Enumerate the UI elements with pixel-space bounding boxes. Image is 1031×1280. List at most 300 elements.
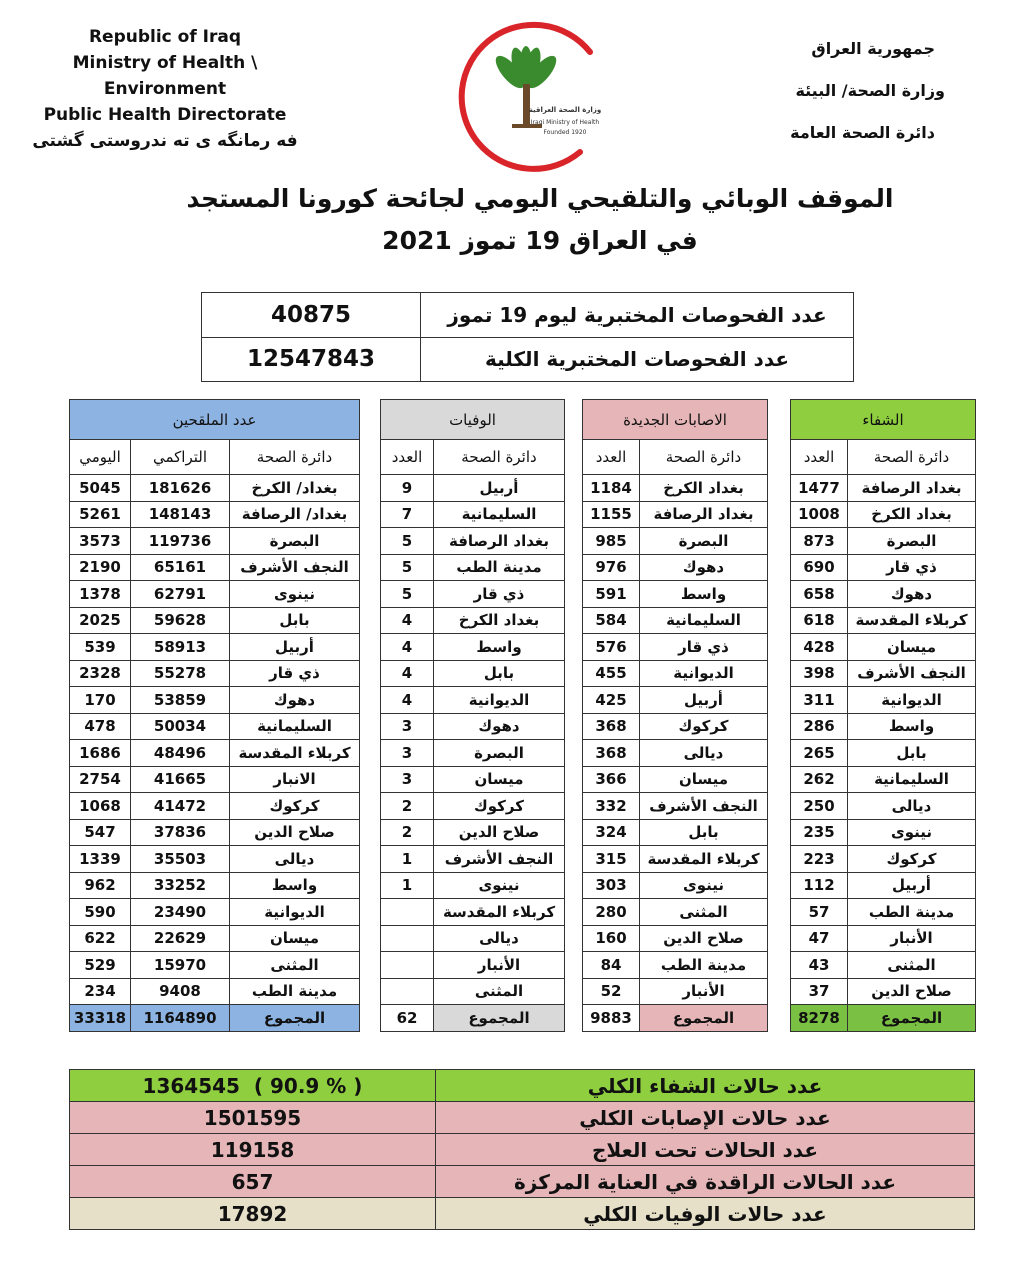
vaccinated-cell-daily: 5045 xyxy=(70,475,131,502)
vaccinated-cell-cumulative: 41472 xyxy=(131,793,230,820)
recovery-cell-dept: الديوانية xyxy=(848,687,976,714)
deaths-cell-dept: كربلاء المقدسة xyxy=(434,899,565,926)
recovery-table xyxy=(790,399,976,1032)
header-ar-line-3: دائرة الصحة العامة xyxy=(790,123,935,142)
vaccinated-cell-cumulative: 119736 xyxy=(131,528,230,555)
vaccinated-cell-dept: واسط xyxy=(230,872,360,899)
vaccinated-cell-dept: السليمانية xyxy=(230,713,360,740)
table-row xyxy=(583,528,768,555)
table-row xyxy=(583,607,768,634)
deaths-cell-dept: مدينة الطب xyxy=(434,554,565,581)
cases-cell-dept: ميسان xyxy=(640,766,768,793)
recovery-cell-count: 311 xyxy=(791,687,848,714)
vaccinated-cell-daily: 1339 xyxy=(70,846,131,873)
deaths-cell-count: 1 xyxy=(381,846,434,873)
cases-cell-count: 591 xyxy=(583,581,640,608)
vaccinated-cell-daily: 2190 xyxy=(70,554,131,581)
vaccinated-cell-cumulative: 9408 xyxy=(131,978,230,1005)
cases-cell-count: 455 xyxy=(583,660,640,687)
tests-daily-value: 40875 xyxy=(202,293,421,338)
cases-cell-dept: صلاح الدين xyxy=(640,925,768,952)
deaths-cell-count: 4 xyxy=(381,660,434,687)
vaccinated-cell-dept: بابل xyxy=(230,607,360,634)
deaths-cell-count: 3 xyxy=(381,766,434,793)
table-row xyxy=(70,501,360,528)
table-row xyxy=(791,554,976,581)
table-row xyxy=(70,872,360,899)
cases-cell-count: 315 xyxy=(583,846,640,873)
vaccinated-cell-cumulative: 58913 xyxy=(131,634,230,661)
header-english xyxy=(10,24,320,154)
table-row xyxy=(583,793,768,820)
recovery-cell-count: 37 xyxy=(791,978,848,1005)
tests-total-row xyxy=(202,337,854,382)
table-row xyxy=(381,766,565,793)
cases-total-label: المجموع xyxy=(640,1005,768,1032)
tests-total-label: عدد الفحوصات المختبرية الكلية xyxy=(421,337,854,382)
vaccinated-cell-daily: 234 xyxy=(70,978,131,1005)
vaccinated-cell-daily: 3573 xyxy=(70,528,131,555)
vaccinated-cell-daily: 590 xyxy=(70,899,131,926)
table-row xyxy=(70,713,360,740)
summary-deaths-label: عدد حالات الوفيات الكلي xyxy=(436,1198,975,1230)
cases-total: 9883 xyxy=(583,1005,640,1032)
table-row xyxy=(583,554,768,581)
table-row xyxy=(381,925,565,952)
tests-daily-label: عدد الفحوصات المختبرية ليوم 19 تموز xyxy=(421,293,854,338)
cases-cell-dept: كركوك xyxy=(640,713,768,740)
recovery-cell-count: 690 xyxy=(791,554,848,581)
deaths-cell-dept: صلاح الدين xyxy=(434,819,565,846)
deaths-cell-dept: بغداد الرصافة xyxy=(434,528,565,555)
table-row xyxy=(583,872,768,899)
vaccinated-cell-cumulative: 35503 xyxy=(131,846,230,873)
title-line-1: الموقف الوبائي والتلقيحي اليومي لجائحة كورونا المستجد xyxy=(186,184,894,213)
table-row xyxy=(381,899,565,926)
table-row xyxy=(583,925,768,952)
summary-cases-value: 1501595 xyxy=(70,1102,436,1134)
table-row xyxy=(381,819,565,846)
vaccinated-cell-daily: 2328 xyxy=(70,660,131,687)
vaccinated-cell-daily: 5261 xyxy=(70,501,131,528)
table-row xyxy=(381,501,565,528)
header-en-line-2: Ministry of Health \ Environment xyxy=(72,53,258,99)
vaccinated-cell-dept: بغداد/ الرصافة xyxy=(230,501,360,528)
recovery-title: الشفاء xyxy=(791,400,976,440)
cases-cell-dept: النجف الأشرف xyxy=(640,793,768,820)
svg-text:Founded 1920: Founded 1920 xyxy=(543,129,587,136)
vaccinated-cell-cumulative: 23490 xyxy=(131,899,230,926)
table-row xyxy=(70,819,360,846)
cases-cell-dept: المثنى xyxy=(640,899,768,926)
header-kurdish-line: فه رمانگه ى ته ندروستى گشتى xyxy=(32,131,298,151)
recovery-cell-dept: كربلاء المقدسة xyxy=(848,607,976,634)
recovery-cell-dept: السليمانية xyxy=(848,766,976,793)
cases-cell-count: 324 xyxy=(583,819,640,846)
recovery-cell-count: 265 xyxy=(791,740,848,767)
deaths-cell-count: 5 xyxy=(381,554,434,581)
table-row xyxy=(791,766,976,793)
deaths-cell-dept: ميسان xyxy=(434,766,565,793)
vaccinated-cell-daily: 1686 xyxy=(70,740,131,767)
summary-row-icu xyxy=(70,1166,975,1198)
deaths-cell-count xyxy=(381,899,434,926)
table-row xyxy=(70,846,360,873)
table-row xyxy=(583,740,768,767)
recovery-cell-dept: البصرة xyxy=(848,528,976,555)
header-ar-line-1: جمهورية العراق xyxy=(811,39,935,58)
recovery-cell-count: 47 xyxy=(791,925,848,952)
summary-row-under-treatment xyxy=(70,1134,975,1166)
recovery-cell-dept: أربيل xyxy=(848,872,976,899)
vaccinated-cell-dept: البصرة xyxy=(230,528,360,555)
vaccinated-cell-daily: 529 xyxy=(70,952,131,979)
deaths-cell-dept: بغداد الكرخ xyxy=(434,607,565,634)
recovery-cell-count: 286 xyxy=(791,713,848,740)
table-row xyxy=(791,607,976,634)
deaths-cell-dept: أربيل xyxy=(434,475,565,502)
deaths-cell-dept: بابل xyxy=(434,660,565,687)
vaccinated-cell-daily: 1378 xyxy=(70,581,131,608)
tests-total-value: 12547843 xyxy=(202,337,421,382)
table-row xyxy=(583,687,768,714)
recovery-cell-dept: بغداد الرصافة xyxy=(848,475,976,502)
table-row xyxy=(381,475,565,502)
vaccinated-col-cumulative: التراكمي xyxy=(131,440,230,475)
vaccinated-cell-dept: المثنى xyxy=(230,952,360,979)
summary-under-treatment-value: 119158 xyxy=(70,1134,436,1166)
deaths-cell-dept: الأنبار xyxy=(434,952,565,979)
deaths-cell-count: 3 xyxy=(381,713,434,740)
vaccinated-cell-daily: 478 xyxy=(70,713,131,740)
vaccinated-col-dept: دائرة الصحة xyxy=(230,440,360,475)
recovery-col-dept: دائرة الصحة xyxy=(848,440,976,475)
table-row xyxy=(70,475,360,502)
vaccinated-cell-cumulative: 50034 xyxy=(131,713,230,740)
vaccinated-cell-cumulative: 59628 xyxy=(131,607,230,634)
cases-cell-count: 1155 xyxy=(583,501,640,528)
summary-icu-label: عدد الحالات الراقدة في العناية المركزة xyxy=(436,1166,975,1198)
vaccinated-cell-dept: دهوك xyxy=(230,687,360,714)
recovery-cell-count: 428 xyxy=(791,634,848,661)
table-row xyxy=(381,740,565,767)
vaccinated-cell-cumulative: 37836 xyxy=(131,819,230,846)
table-row xyxy=(791,528,976,555)
vaccinated-cell-dept: النجف الأشرف xyxy=(230,554,360,581)
cases-cell-count: 1184 xyxy=(583,475,640,502)
deaths-cell-dept: النجف الأشرف xyxy=(434,846,565,873)
deaths-cell-count: 2 xyxy=(381,819,434,846)
tests-daily-row xyxy=(202,293,854,338)
recovery-cell-count: 235 xyxy=(791,819,848,846)
deaths-col-count: العدد xyxy=(381,440,434,475)
table-row xyxy=(583,899,768,926)
vaccinated-cell-daily: 547 xyxy=(70,819,131,846)
recovery-cell-count: 873 xyxy=(791,528,848,555)
svg-text:Iraqi Ministry of Health: Iraqi Ministry of Health xyxy=(530,119,600,126)
vaccinated-cell-cumulative: 33252 xyxy=(131,872,230,899)
vaccinated-table xyxy=(69,399,360,1032)
deaths-cell-dept: دهوك xyxy=(434,713,565,740)
table-row xyxy=(583,581,768,608)
cases-cell-count: 985 xyxy=(583,528,640,555)
deaths-cell-dept: كركوك xyxy=(434,793,565,820)
recovery-cell-count: 250 xyxy=(791,793,848,820)
vaccinated-cell-cumulative: 65161 xyxy=(131,554,230,581)
summary-cases-label: عدد حالات الإصابات الكلي xyxy=(436,1102,975,1134)
table-row xyxy=(791,925,976,952)
vaccinated-cell-cumulative: 181626 xyxy=(131,475,230,502)
table-row xyxy=(70,607,360,634)
vaccinated-total-cumulative: 1164890 xyxy=(131,1005,230,1032)
recovery-cell-dept: بابل xyxy=(848,740,976,767)
recovery-cell-count: 57 xyxy=(791,899,848,926)
table-row xyxy=(791,713,976,740)
recovery-cell-dept: ذي قار xyxy=(848,554,976,581)
cases-cell-dept: دهوك xyxy=(640,554,768,581)
deaths-cell-count: 9 xyxy=(381,475,434,502)
title-line-2: في العراق 19 تموز 2021 xyxy=(382,226,698,255)
table-row xyxy=(70,899,360,926)
deaths-table xyxy=(380,399,565,1032)
vaccinated-cell-dept: مدينة الطب xyxy=(230,978,360,1005)
recovery-cell-dept: الأنبار xyxy=(848,925,976,952)
table-row xyxy=(791,475,976,502)
cases-cell-dept: واسط xyxy=(640,581,768,608)
cases-cell-count: 332 xyxy=(583,793,640,820)
deaths-cell-count: 4 xyxy=(381,607,434,634)
cases-cell-count: 576 xyxy=(583,634,640,661)
table-row xyxy=(791,978,976,1005)
table-row xyxy=(583,846,768,873)
cases-cell-dept: الأنبار xyxy=(640,978,768,1005)
deaths-cell-count: 2 xyxy=(381,793,434,820)
cases-cell-dept: البصرة xyxy=(640,528,768,555)
cases-cell-count: 280 xyxy=(583,899,640,926)
table-row xyxy=(70,952,360,979)
cases-cell-dept: ذي قار xyxy=(640,634,768,661)
table-row xyxy=(381,713,565,740)
summary-row-recovered xyxy=(70,1070,975,1102)
table-row xyxy=(70,660,360,687)
ministry-logo xyxy=(440,12,605,177)
table-row xyxy=(583,713,768,740)
cases-cell-count: 425 xyxy=(583,687,640,714)
cases-cell-count: 84 xyxy=(583,952,640,979)
cases-col-dept: دائرة الصحة xyxy=(640,440,768,475)
table-row xyxy=(791,634,976,661)
table-row xyxy=(791,846,976,873)
deaths-col-dept: دائرة الصحة xyxy=(434,440,565,475)
vaccinated-cell-dept: ذي قار xyxy=(230,660,360,687)
ministry-logo-icon xyxy=(440,12,605,177)
recovery-col-count: العدد xyxy=(791,440,848,475)
vaccinated-cell-daily: 962 xyxy=(70,872,131,899)
summary-icu-value: 657 xyxy=(70,1166,436,1198)
deaths-title: الوفيات xyxy=(381,400,565,440)
deaths-cell-dept: الديوانية xyxy=(434,687,565,714)
table-row xyxy=(381,793,565,820)
deaths-cell-dept: واسط xyxy=(434,634,565,661)
summary-under-treatment-label: عدد الحالات تحت العلاج xyxy=(436,1134,975,1166)
cases-cell-dept: السليمانية xyxy=(640,607,768,634)
recovery-cell-count: 1477 xyxy=(791,475,848,502)
cases-cell-dept: كربلاء المقدسة xyxy=(640,846,768,873)
cases-title: الاصابات الجديدة xyxy=(583,400,768,440)
table-row xyxy=(381,952,565,979)
table-row xyxy=(381,872,565,899)
table-row xyxy=(583,501,768,528)
table-row xyxy=(381,978,565,1005)
deaths-cell-dept: ديالى xyxy=(434,925,565,952)
deaths-cell-count: 1 xyxy=(381,872,434,899)
vaccinated-cell-daily: 622 xyxy=(70,925,131,952)
table-row xyxy=(381,660,565,687)
tests-table xyxy=(201,292,854,382)
cases-cell-dept: بغداد الرصافة xyxy=(640,501,768,528)
deaths-cell-count: 5 xyxy=(381,528,434,555)
recovery-cell-dept: واسط xyxy=(848,713,976,740)
recovery-cell-dept: دهوك xyxy=(848,581,976,608)
vaccinated-cell-daily: 2754 xyxy=(70,766,131,793)
vaccinated-total-daily: 33318 xyxy=(70,1005,131,1032)
vaccinated-cell-cumulative: 148143 xyxy=(131,501,230,528)
vaccinated-cell-dept: كركوك xyxy=(230,793,360,820)
recovery-cell-dept: المثنى xyxy=(848,952,976,979)
deaths-cell-count: 4 xyxy=(381,634,434,661)
recovery-cell-dept: بغداد الكرخ xyxy=(848,501,976,528)
vaccinated-cell-daily: 539 xyxy=(70,634,131,661)
table-row xyxy=(791,687,976,714)
vaccinated-cell-cumulative: 48496 xyxy=(131,740,230,767)
table-row xyxy=(70,740,360,767)
cases-cell-count: 368 xyxy=(583,740,640,767)
header-ar-line-2: وزارة الصحة/ البيئة xyxy=(795,81,945,100)
recovery-cell-dept: مدينة الطب xyxy=(848,899,976,926)
cases-cell-dept: بغداد الكرخ xyxy=(640,475,768,502)
vaccinated-cell-cumulative: 41665 xyxy=(131,766,230,793)
cases-table xyxy=(582,399,768,1032)
vaccinated-cell-cumulative: 53859 xyxy=(131,687,230,714)
vaccinated-cell-dept: كربلاء المقدسة xyxy=(230,740,360,767)
cases-cell-dept: أربيل xyxy=(640,687,768,714)
deaths-cell-dept: السليمانية xyxy=(434,501,565,528)
cases-cell-count: 368 xyxy=(583,713,640,740)
table-row xyxy=(583,952,768,979)
vaccinated-total-label: المجموع xyxy=(230,1005,360,1032)
cases-cell-dept: ديالى xyxy=(640,740,768,767)
recovery-cell-count: 658 xyxy=(791,581,848,608)
table-row xyxy=(70,766,360,793)
table-row xyxy=(381,528,565,555)
table-row xyxy=(791,819,976,846)
recovery-cell-count: 618 xyxy=(791,607,848,634)
deaths-cell-count xyxy=(381,978,434,1005)
recovery-cell-dept: النجف الأشرف xyxy=(848,660,976,687)
table-row xyxy=(791,872,976,899)
recovery-cell-count: 262 xyxy=(791,766,848,793)
vaccinated-cell-dept: الانبار xyxy=(230,766,360,793)
summary-recovered-number: 1364545 xyxy=(142,1073,240,1098)
table-row xyxy=(70,925,360,952)
table-row xyxy=(583,660,768,687)
summary-recovered-value xyxy=(70,1070,436,1102)
vaccinated-cell-dept: ديالى xyxy=(230,846,360,873)
deaths-cell-count: 7 xyxy=(381,501,434,528)
cases-cell-count: 366 xyxy=(583,766,640,793)
header-en-line-3: Public Health Directorate xyxy=(43,105,287,125)
vaccinated-cell-dept: ميسان xyxy=(230,925,360,952)
deaths-cell-count: 4 xyxy=(381,687,434,714)
summary-row-cases xyxy=(70,1102,975,1134)
table-row xyxy=(70,634,360,661)
vaccinated-cell-dept: بغداد/ الكرخ xyxy=(230,475,360,502)
vaccinated-cell-daily: 1068 xyxy=(70,793,131,820)
table-row xyxy=(70,581,360,608)
recovery-cell-dept: ميسان xyxy=(848,634,976,661)
table-row xyxy=(381,687,565,714)
summary-deaths-value: 17892 xyxy=(70,1198,436,1230)
recovery-cell-dept: نينوى xyxy=(848,819,976,846)
table-row xyxy=(791,899,976,926)
table-row xyxy=(791,793,976,820)
deaths-cell-dept: البصرة xyxy=(434,740,565,767)
cases-cell-count: 584 xyxy=(583,607,640,634)
vaccinated-cell-cumulative: 55278 xyxy=(131,660,230,687)
page-title xyxy=(180,178,900,262)
recovery-total-label: المجموع xyxy=(848,1005,976,1032)
table-row xyxy=(583,634,768,661)
cases-cell-count: 52 xyxy=(583,978,640,1005)
vaccinated-cell-cumulative: 15970 xyxy=(131,952,230,979)
vaccinated-cell-dept: صلاح الدين xyxy=(230,819,360,846)
table-row xyxy=(381,554,565,581)
recovery-total: 8278 xyxy=(791,1005,848,1032)
vaccinated-col-daily: اليومي xyxy=(70,440,131,475)
deaths-cell-count xyxy=(381,925,434,952)
cases-col-count: العدد xyxy=(583,440,640,475)
recovery-cell-count: 112 xyxy=(791,872,848,899)
deaths-cell-dept: ذي قار xyxy=(434,581,565,608)
vaccinated-cell-daily: 170 xyxy=(70,687,131,714)
table-row xyxy=(381,846,565,873)
recovery-cell-count: 1008 xyxy=(791,501,848,528)
deaths-cell-dept: المثنى xyxy=(434,978,565,1005)
deaths-total: 62 xyxy=(381,1005,434,1032)
deaths-cell-count xyxy=(381,952,434,979)
table-row xyxy=(70,687,360,714)
deaths-cell-count: 5 xyxy=(381,581,434,608)
vaccinated-cell-dept: أربيل xyxy=(230,634,360,661)
recovery-cell-dept: صلاح الدين xyxy=(848,978,976,1005)
table-row xyxy=(791,660,976,687)
table-row xyxy=(583,475,768,502)
table-row xyxy=(70,554,360,581)
table-row xyxy=(791,740,976,767)
table-row xyxy=(381,581,565,608)
table-row xyxy=(791,501,976,528)
vaccinated-cell-daily: 2025 xyxy=(70,607,131,634)
deaths-total-label: المجموع xyxy=(434,1005,565,1032)
header-arabic xyxy=(695,28,945,154)
cases-cell-dept: الديوانية xyxy=(640,660,768,687)
table-row xyxy=(381,634,565,661)
vaccinated-cell-dept: الديوانية xyxy=(230,899,360,926)
vaccinated-cell-cumulative: 22629 xyxy=(131,925,230,952)
table-row xyxy=(381,607,565,634)
header-en-line-1: Republic of Iraq xyxy=(88,27,242,47)
table-row xyxy=(583,978,768,1005)
